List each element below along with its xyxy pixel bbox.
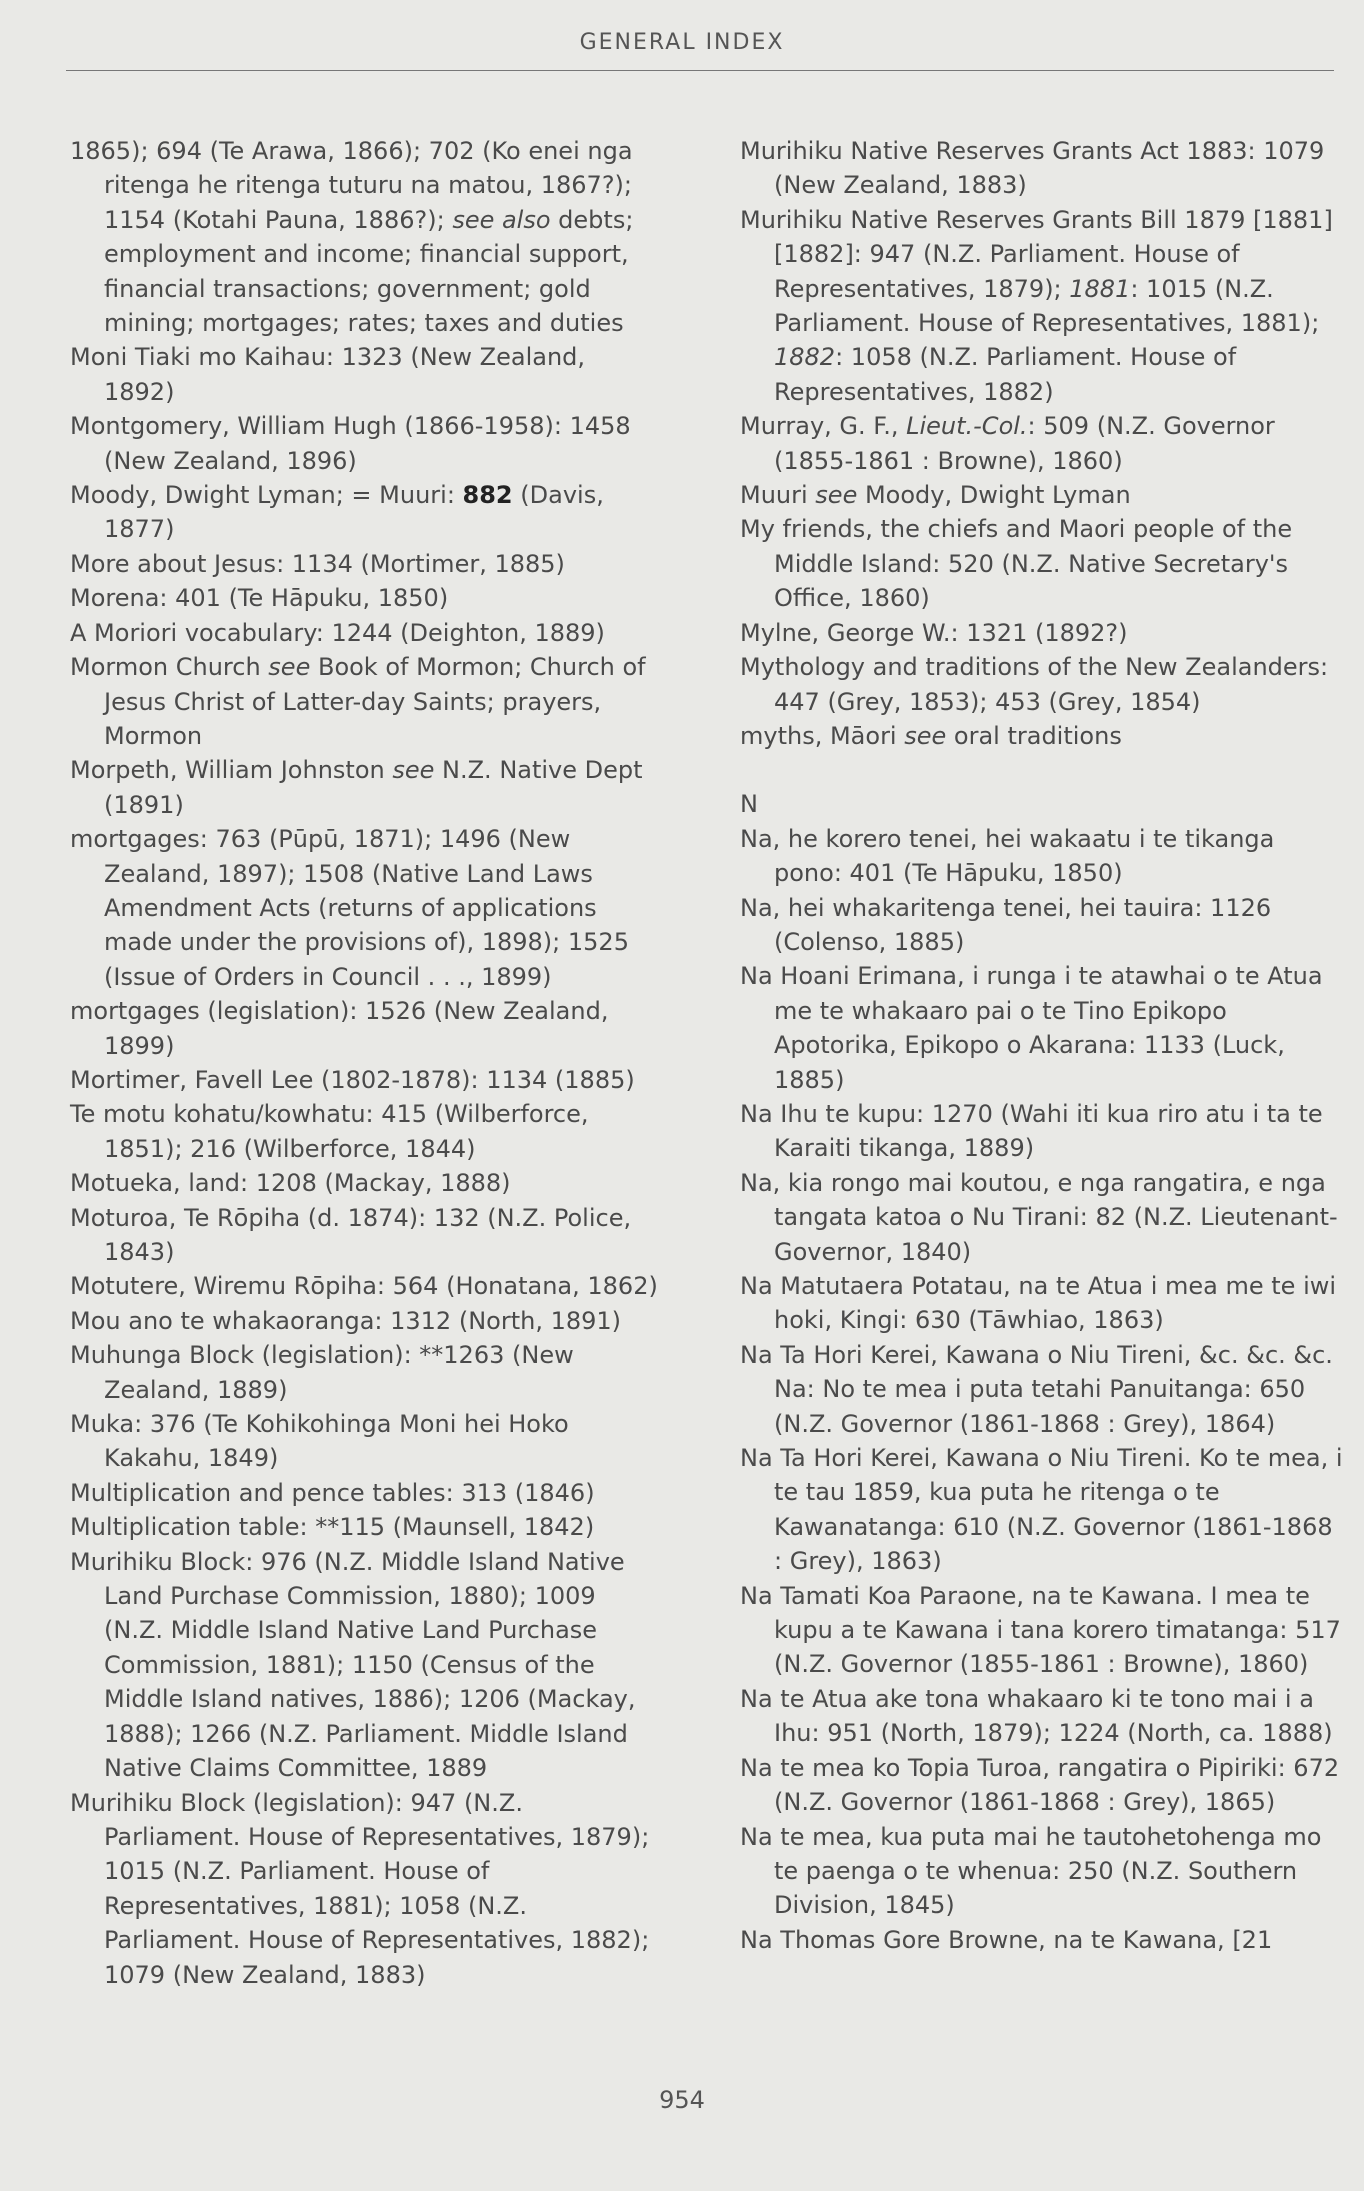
index-entry: mortgages: 763 (Pūpū, 1871); 1496 (New Zealand, 1897); 1508 (Native Land Laws Amendment Acts (returns of applications made under the provisions of), 1898); 1525 (Issue of Orders in Council . . ., 1899) (70, 825, 629, 991)
index-entry: Motutere, Wiremu Rōpiha: 564 (Honatana, 1862) (70, 1272, 658, 1301)
index-entry: Na, hei whakaritenga tenei, hei tauira: 1126 (Colenso, 1885) (740, 893, 1272, 956)
index-entry: Mou ano te whakaoranga: 1312 (North, 1891) (70, 1306, 622, 1335)
index-entry: Murihiku Native Reserves Grants Act 1883: 1079 (New Zealand, 1883) (740, 137, 1325, 200)
index-entry: Morpeth, William Johnston see N.Z. Native Dept (1891) (70, 756, 643, 819)
index-entry: Murray, G. F., Lieut.-Col.: 509 (N.Z. Governor (1855-1861 : Browne), 1860) (740, 412, 1275, 475)
index-entry: Mylne, George W.: 1321 (1892?) (740, 618, 1128, 647)
index-entry: Multiplication and pence tables: 313 (1846) (70, 1478, 595, 1507)
index-entry: Montgomery, William Hugh (1866-1958): 1458 (New Zealand, 1896) (70, 412, 631, 475)
index-entry: Multiplication table: **115 (Maunsell, 1842) (70, 1513, 595, 1542)
index-entry: Na, he korero tenei, hei wakaatu i te tikanga pono: 401 (Te Hāpuku, 1850) (740, 824, 1275, 888)
index-entry: Murihiku Block: 976 (N.Z. Middle Island Native Land Purchase Commission, 1880); 1009 (N.Z. Middle Island Native Land Purchase Commission, 1881); 1150 (Census of the Middle Island natives, 1886); 1206 (Mackay, 1888); 1266 (N.Z. Parliament. Middle Island Native Claims Committee, 1889 (70, 1547, 636, 1783)
section-letter: N (740, 790, 758, 819)
index-entry: Mortimer, Favell Lee (1802-1878): 1134 (1885) (70, 1065, 635, 1094)
index-entry: 1865); 694 (Te Arawa, 1866); 702 (Ko enei nga ritenga he ritenga tuturu na matou, 1867?); 1154 (Kotahi Pauna, 1886?); see also debts; employment and income; financial support, financial transactions; government; gold mining; mortgages; rates; taxes and duties (70, 137, 634, 338)
running-header: GENERAL INDEX (579, 30, 785, 55)
index-entry: Na Matutaera Potatau, na te Atua i mea me te iwi hoki, Kingi: 630 (Tāwhiao, 1863) (740, 1272, 1337, 1335)
index-entry: Na Ta Hori Kerei, Kawana o Niu Tireni. Ko te mea, i te tau 1859, kua puta he ritenga o te Kawanatanga: 610 (N.Z. Governor (1861-1868 : Grey), 1863) (740, 1444, 1343, 1576)
index-entry: Motueka, land: 1208 (Mackay, 1888) (70, 1169, 511, 1198)
index-entry: Na te mea, kua puta mai he tautohetohenga mo te paenga o te whenua: 250 (N.Z. Southern Division, 1845) (740, 1822, 1322, 1920)
index-entry: Murihiku Block (legislation): 947 (N.Z. Parliament. House of Representatives, 1879); 1015 (N.Z. Parliament. House of Representatives, 1881); 1058 (N.Z. Parliament. House of Representatives, 1882); 1079 (New Zealand, 1883) (70, 1788, 650, 1989)
page-number: 954 (659, 2086, 705, 2114)
index-entry: myths, Māori see oral traditions (740, 721, 1122, 750)
index-entry: Na Ihu te kupu: 1270 (Wahi iti kua riro atu i ta te Karaiti tikanga, 1889) (740, 1099, 1323, 1163)
index-entry: More about Jesus: 1134 (Mortimer, 1885) (70, 549, 565, 578)
index-entry: Na te mea ko Topia Turoa, rangatira o Pipiriki: 672 (N.Z. Governor (1861-1868 : Grey), 1865) (740, 1753, 1340, 1817)
index-entry: Muhunga Block (legislation): **1263 (New Zealand, 1889) (70, 1341, 574, 1404)
index-column-left (70, 134, 660, 1992)
index-entry: Na, kia rongo mai koutou, e nga rangatira, e nga tangata katoa o Nu Tirani: 82 (N.Z. Lieutenant-Governor, 1840) (740, 1168, 1338, 1266)
index-entry: Na Thomas Gore Browne, na te Kawana, [21 (740, 1925, 1273, 1954)
index-entry: Na Hoani Erimana, i runga i te atawhai o te Atua me te whakaaro pai o te Tino Epikopo Apotorika, Epikopo o Akarana: 1133 (Luck, 1885) (740, 962, 1323, 1094)
index-column-right (740, 134, 1345, 1957)
index-entry: Na Ta Hori Kerei, Kawana o Niu Tireni, &c. &c. &c. Na: No te mea i puta tetahi Panuitanga: 650 (N.Z. Governor (1861-1868 : Grey), 1864) (740, 1340, 1333, 1438)
index-entry: mortgages (legislation): 1526 (New Zealand, 1899) (70, 997, 609, 1060)
index-entry: Moody, Dwight Lyman; = Muuri: 882 (Davis, 1877) (70, 481, 604, 544)
index-entry: Mormon Church see Book of Mormon; Church of Jesus Christ of Latter-day Saints; prayers, Mormon (70, 653, 646, 750)
index-entry: Na te Atua ake tona whakaaro ki te tono mai i a Ihu: 951 (North, 1879); 1224 (North, ca. 1888) (740, 1684, 1333, 1748)
index-entry: Te motu kohatu/kowhatu: 415 (Wilberforce, 1851); 216 (Wilberforce, 1844) (70, 1100, 589, 1163)
index-entry: Muuri see Moody, Dwight Lyman (740, 481, 1131, 510)
index-entry: Mythology and traditions of the New Zealanders: 447 (Grey, 1853); 453 (Grey, 1854) (740, 653, 1329, 716)
index-entry: Moturoa, Te Rōpiha (d. 1874): 132 (N.Z. Police, 1843) (70, 1203, 632, 1266)
index-entry: Moni Tiaki mo Kaihau: 1323 (New Zealand, 1892) (70, 343, 586, 406)
header-rule (66, 70, 1334, 71)
index-entry: Morena: 401 (Te Hāpuku, 1850) (70, 584, 449, 613)
index-entry: Na Tamati Koa Paraone, na te Kawana. I mea te kupu a te Kawana i tana korero timatanga: 517 (N.Z. Governor (1855-1861 : Browne), 1860) (740, 1581, 1341, 1679)
index-entry: A Moriori vocabulary: 1244 (Deighton, 1889) (70, 618, 605, 647)
index-entry: Muka: 376 (Te Kohikohinga Moni hei Hoko Kakahu, 1849) (70, 1410, 569, 1473)
index-entry: My friends, the chiefs and Maori people of the Middle Island: 520 (N.Z. Native Secretary's Office, 1860) (740, 515, 1293, 613)
index-entry: Murihiku Native Reserves Grants Bill 1879 [1881] [1882]: 947 (N.Z. Parliament. House of Representatives, 1879); 1881: 1015 (N.Z. Parliament. House of Representatives, 1881); 1882: 1058 (N.Z. Parliament. House of Representatives, 1882) (740, 205, 1333, 406)
